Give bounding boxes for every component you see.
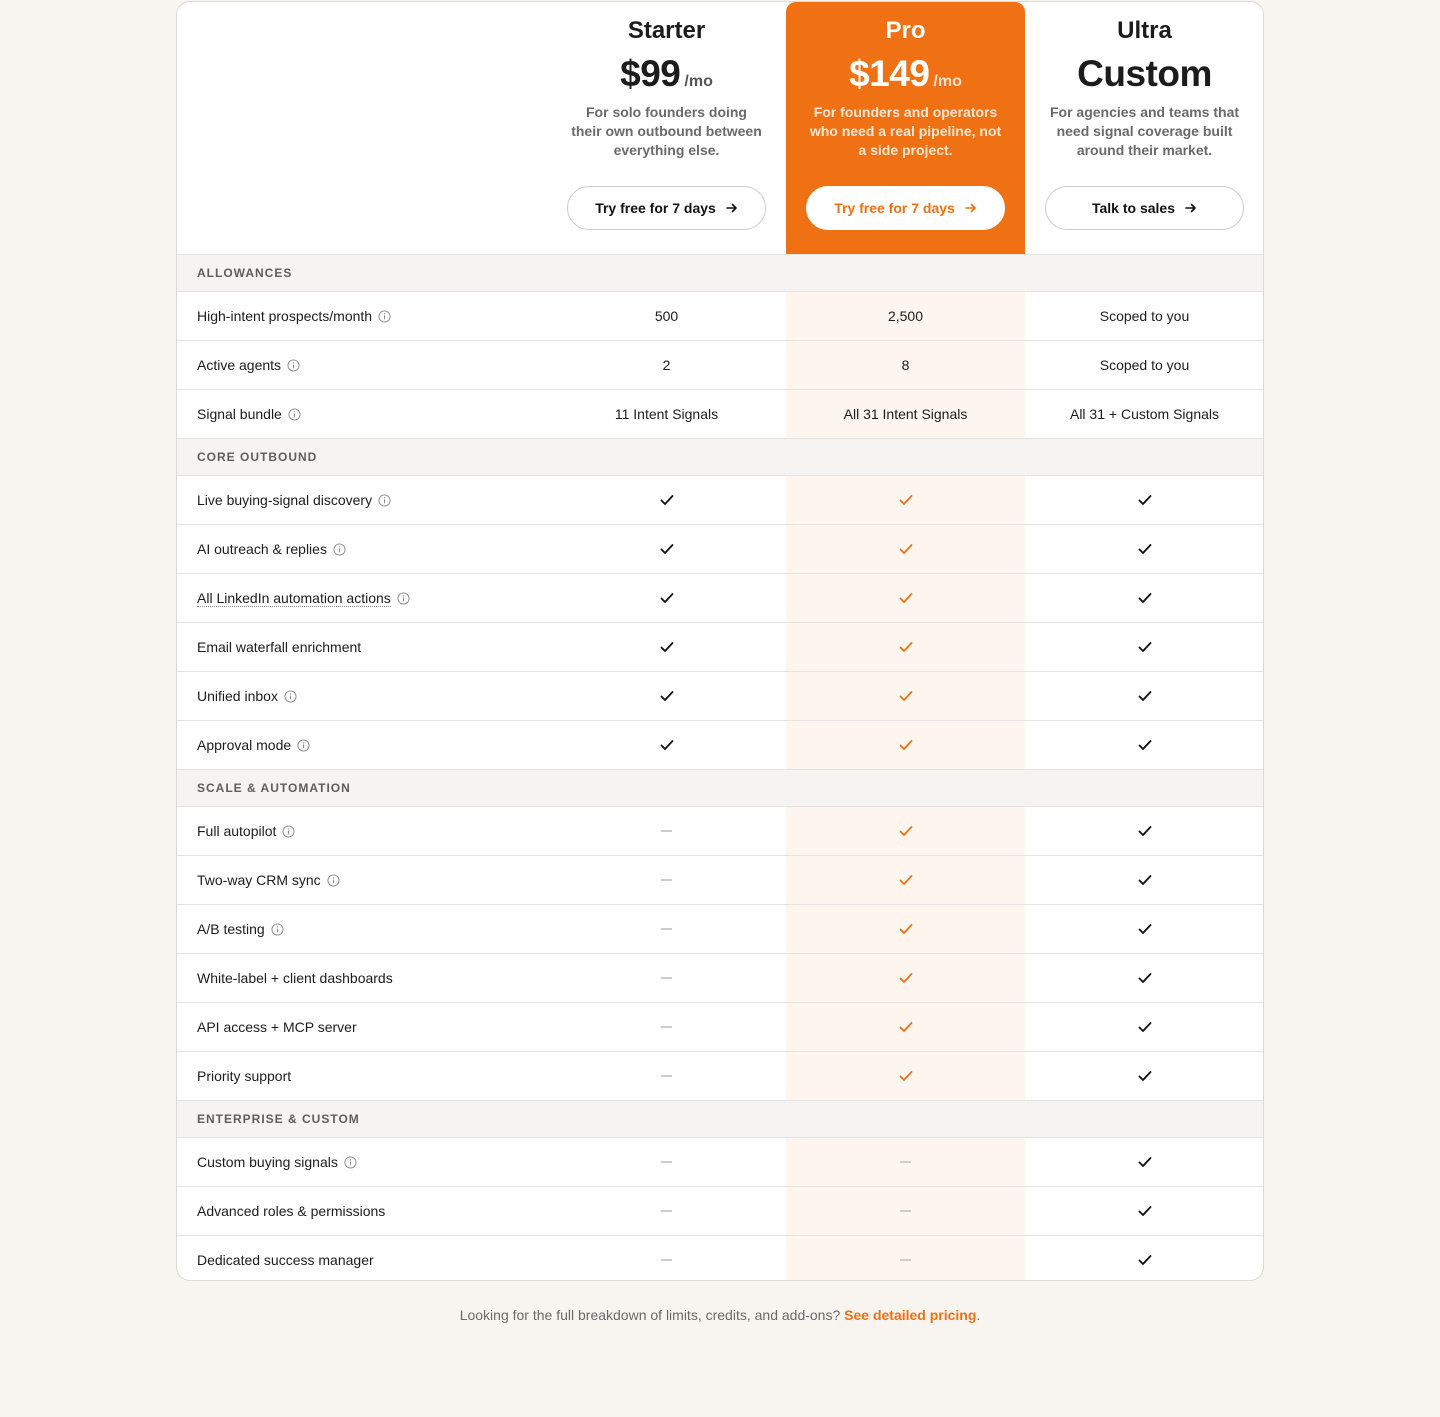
plan-name: Starter <box>627 17 706 44</box>
check-icon <box>786 476 1025 524</box>
check-icon <box>547 525 786 573</box>
check-icon <box>547 721 786 769</box>
feature-value: 2,500 <box>887 308 924 324</box>
check-icon <box>1025 476 1264 524</box>
feature-row <box>177 1187 1264 1236</box>
feature-row <box>177 856 1264 905</box>
dash-icon <box>786 1138 1025 1186</box>
dash-icon <box>547 905 786 953</box>
price-amount: $99 <box>620 53 681 94</box>
dash-icon <box>547 1236 786 1281</box>
plan-price <box>786 52 1025 96</box>
plan-ultra <box>1025 2 1264 254</box>
feature-label-text: Full autopilot <box>197 823 277 839</box>
plan-pro <box>786 2 1025 254</box>
section-header <box>177 1101 1264 1138</box>
feature-label <box>197 905 284 953</box>
info-icon[interactable] <box>397 592 410 605</box>
check-icon <box>1025 905 1264 953</box>
price-unit: /mo <box>684 73 713 90</box>
feature-row <box>177 292 1264 341</box>
dash-icon <box>547 1138 786 1186</box>
check-icon <box>786 672 1025 720</box>
plan-starter <box>547 2 786 254</box>
feature-table <box>177 255 1264 1281</box>
feature-row <box>177 807 1264 856</box>
feature-row <box>177 1003 1264 1052</box>
arrow-right-icon <box>965 202 977 214</box>
plans-header <box>177 2 1264 255</box>
detailed-pricing-link[interactable]: See detailed pricing <box>844 1307 977 1323</box>
feature-row <box>177 574 1264 623</box>
check-icon <box>1025 623 1264 671</box>
info-icon[interactable] <box>287 359 300 372</box>
feature-row <box>177 623 1264 672</box>
feature-label-text: Dedicated success manager <box>197 1252 374 1268</box>
feature-value: Scoped to you <box>1099 308 1190 324</box>
check-icon <box>1025 954 1264 1002</box>
feature-value: 500 <box>654 308 679 324</box>
check-icon <box>786 905 1025 953</box>
check-icon <box>1025 672 1264 720</box>
price-unit: /mo <box>933 73 962 90</box>
check-icon <box>1025 1236 1264 1281</box>
feature-label <box>197 1187 385 1235</box>
check-icon <box>1025 525 1264 573</box>
feature-value: 11 Intent Signals <box>614 406 719 422</box>
check-icon <box>786 856 1025 904</box>
feature-row <box>177 390 1264 439</box>
feature-value: Scoped to you <box>1099 357 1190 373</box>
feature-label-text: Advanced roles & permissions <box>197 1203 386 1219</box>
feature-row <box>177 721 1264 770</box>
section-title: ENTERPRISE & CUSTOM <box>197 1112 360 1126</box>
feature-label-text: Active agents <box>197 357 282 373</box>
price-amount: $149 <box>849 53 930 94</box>
pricing-comparison-card <box>176 1 1264 1281</box>
info-icon[interactable] <box>378 310 391 323</box>
footer-text: Looking for the full breakdown of limits, credits, and add-ons? <box>459 1307 841 1323</box>
button-label: Try free for 7 days <box>834 200 955 216</box>
check-icon <box>1025 1138 1264 1186</box>
feature-label-text: A/B testing <box>197 921 265 937</box>
check-icon <box>1025 856 1264 904</box>
feature-label-text: AI outreach & replies <box>197 541 327 557</box>
footer-note <box>0 1305 1440 1325</box>
dash-icon <box>786 1187 1025 1235</box>
feature-label-text[interactable]: All LinkedIn automation actions <box>197 589 391 606</box>
feature-label-text: Email waterfall enrichment <box>197 639 362 655</box>
check-icon <box>547 672 786 720</box>
feature-label <box>197 1138 357 1186</box>
check-icon <box>786 721 1025 769</box>
feature-label-text: Priority support <box>197 1068 292 1084</box>
feature-row <box>177 341 1264 390</box>
feature-label-text: Unified inbox <box>197 688 278 704</box>
check-icon <box>1025 807 1264 855</box>
feature-row <box>177 476 1264 525</box>
feature-label <box>197 1052 291 1100</box>
plan-name: Pro <box>885 17 926 44</box>
feature-row <box>177 525 1264 574</box>
plan-name: Ultra <box>1117 17 1172 44</box>
dash-icon <box>547 1003 786 1051</box>
check-icon <box>1025 1052 1264 1100</box>
section-header <box>177 439 1264 476</box>
check-icon <box>786 1052 1025 1100</box>
section-header <box>177 255 1264 292</box>
feature-label-text: White-label + client dashboards <box>197 970 393 986</box>
arrow-right-icon <box>726 202 738 214</box>
info-icon[interactable] <box>333 543 346 556</box>
talk-to-sales-button[interactable] <box>1045 186 1244 230</box>
check-icon <box>1025 574 1264 622</box>
feature-label <box>197 390 301 438</box>
info-icon[interactable] <box>378 494 391 507</box>
check-icon <box>786 954 1025 1002</box>
feature-label <box>197 476 391 524</box>
price-amount: Custom <box>1077 53 1212 94</box>
check-icon <box>1025 1003 1264 1051</box>
feature-row <box>177 905 1264 954</box>
info-icon[interactable] <box>297 739 310 752</box>
section-title: ALLOWANCES <box>197 266 293 280</box>
arrow-right-icon <box>1185 202 1197 214</box>
feature-label <box>197 721 310 769</box>
feature-label <box>197 954 393 1002</box>
feature-label <box>197 525 346 573</box>
check-icon <box>786 525 1025 573</box>
section-title: SCALE & AUTOMATION <box>197 781 351 795</box>
check-icon <box>547 476 786 524</box>
button-label: Try free for 7 days <box>595 200 716 216</box>
feature-value: 8 <box>901 357 910 373</box>
info-icon[interactable] <box>284 690 297 703</box>
dash-icon <box>547 1187 786 1235</box>
plan-description: For solo founders doing their own outbound between everything else. <box>571 104 762 158</box>
feature-label-text: Live buying-signal discovery <box>197 492 373 508</box>
feature-label <box>197 807 295 855</box>
check-icon <box>1025 721 1264 769</box>
feature-value: All 31 + Custom Signals <box>1069 406 1220 422</box>
dash-icon <box>547 856 786 904</box>
plan-description: For agencies and teams that need signal coverage built around their market. <box>1049 104 1240 158</box>
button-label: Talk to sales <box>1091 200 1175 216</box>
info-icon[interactable] <box>327 874 340 887</box>
info-icon[interactable] <box>271 923 284 936</box>
check-icon <box>786 1003 1025 1051</box>
feature-value: All 31 Intent Signals <box>843 406 968 422</box>
check-icon <box>786 623 1025 671</box>
feature-label-text: Two-way CRM sync <box>197 872 321 888</box>
section-header <box>177 770 1264 807</box>
dash-icon <box>547 1052 786 1100</box>
dash-icon <box>786 1236 1025 1281</box>
plan-price <box>1025 52 1264 96</box>
check-icon <box>786 574 1025 622</box>
plan-description: For founders and operators who need a real pipeline, not a side project. <box>809 104 1002 158</box>
pro-trial-button[interactable] <box>806 186 1005 230</box>
feature-row <box>177 1236 1264 1281</box>
feature-label <box>197 292 391 340</box>
plan-price <box>547 52 786 96</box>
feature-label-text: High-intent prospects/month <box>197 308 373 324</box>
feature-label-text: API access + MCP server <box>197 1019 357 1035</box>
info-icon[interactable] <box>282 825 295 838</box>
feature-label <box>197 672 297 720</box>
check-icon <box>786 807 1025 855</box>
feature-label-text: Approval mode <box>197 737 292 753</box>
starter-trial-button[interactable] <box>567 186 766 230</box>
feature-label <box>197 623 361 671</box>
footer-suffix: . <box>976 1307 981 1323</box>
feature-label <box>197 1236 374 1281</box>
feature-label <box>197 574 410 622</box>
feature-label <box>197 856 340 904</box>
feature-row <box>177 672 1264 721</box>
feature-row <box>177 1052 1264 1101</box>
dash-icon <box>547 807 786 855</box>
feature-label <box>197 1003 357 1051</box>
check-icon <box>547 623 786 671</box>
feature-label-text: Custom buying signals <box>197 1154 338 1170</box>
check-icon <box>547 574 786 622</box>
feature-row <box>177 1138 1264 1187</box>
info-icon[interactable] <box>288 408 301 421</box>
feature-row <box>177 954 1264 1003</box>
feature-value: 2 <box>662 357 671 373</box>
feature-label-text: Signal bundle <box>197 406 282 422</box>
check-icon <box>1025 1187 1264 1235</box>
dash-icon <box>547 954 786 1002</box>
section-title: CORE OUTBOUND <box>197 450 318 464</box>
info-icon[interactable] <box>344 1156 357 1169</box>
feature-label <box>197 341 300 389</box>
